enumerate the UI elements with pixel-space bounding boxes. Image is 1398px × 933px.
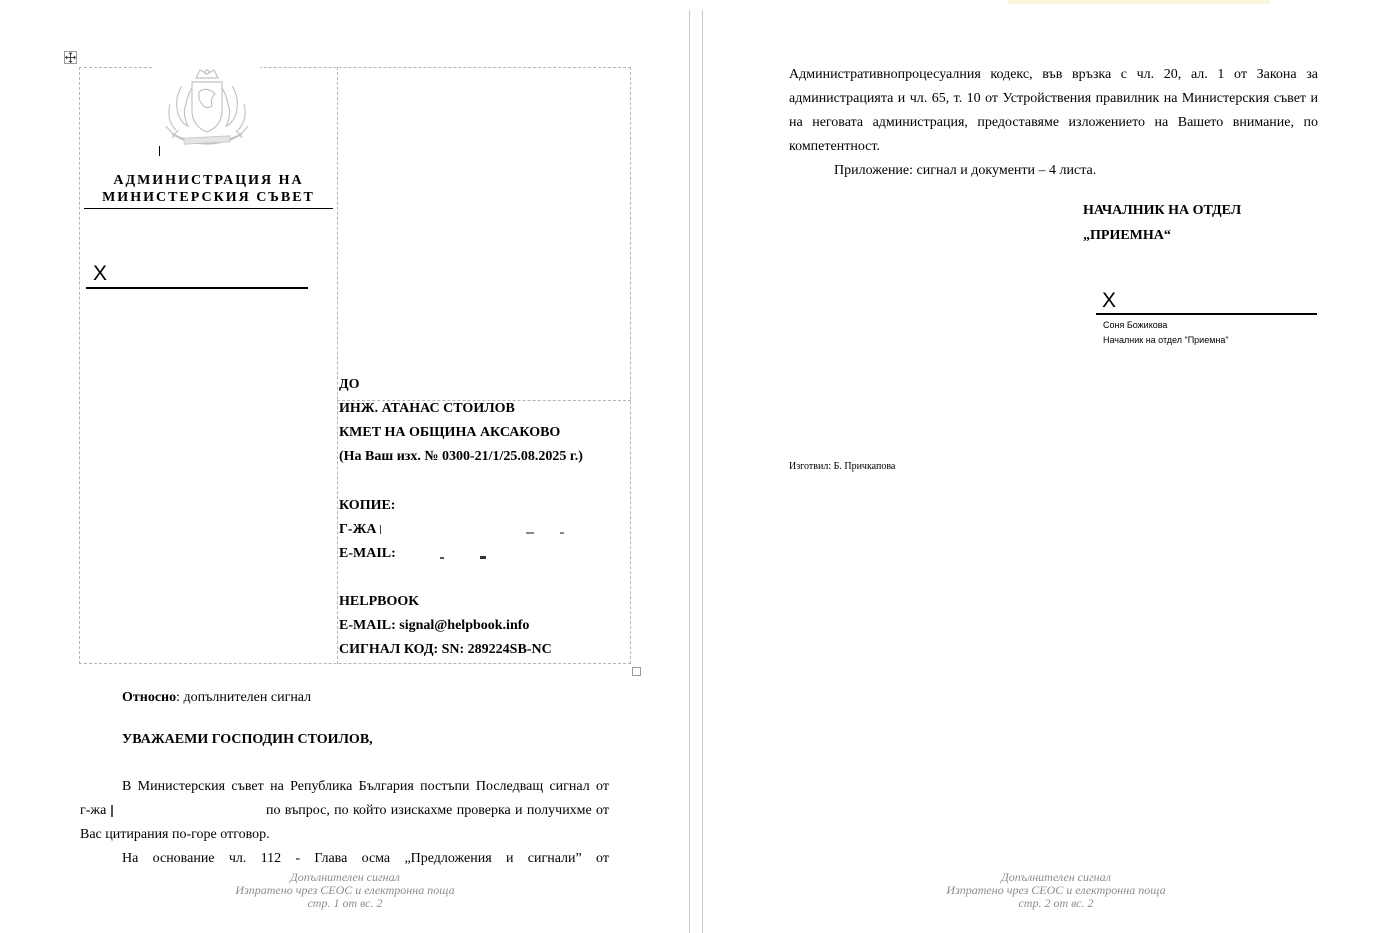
regarding-text: : допълнителен сигнал: [176, 690, 312, 705]
body-line-4: На основание чл. 112 - Глава осма „Предложения и сигнали” от: [122, 851, 609, 866]
signal-code: СИГНАЛ КОД: SN: 289224SB-NC: [339, 642, 552, 657]
signature-line: [1096, 313, 1317, 315]
redacted-mark: [380, 525, 381, 534]
regarding-line: [122, 686, 311, 710]
footer-page-1: [200, 871, 490, 910]
redacted-mark: [111, 805, 113, 817]
redacted-mark: [440, 557, 444, 559]
footer-page-2: [911, 871, 1201, 910]
header-table: [79, 67, 631, 664]
regarding-label: Относно: [122, 690, 177, 705]
helpbook-label: HELPBOOK: [339, 594, 420, 609]
signature-line: [86, 287, 308, 289]
recipient-reference: (На Ваш изх. № 0300-21/1/25.08.2025 г.): [339, 449, 583, 464]
signatory-title-1: НАЧАЛНИК НА ОТДЕЛ: [1083, 203, 1242, 218]
p2-body-line-3: на неговата администрация, предоставяме изложението на Вашето внимание, по: [789, 115, 1318, 130]
footer-page-number: стр. 2 от вс. 2: [1018, 896, 1094, 910]
p2-body-line-4: компетентност.: [789, 139, 880, 154]
body-line-1: В Министерския съвет на Република България постъпи Последващ сигнал от: [122, 779, 609, 794]
footer-line-1: Допълнителен сигнал: [290, 870, 400, 884]
signature-x-mark[interactable]: X: [1102, 289, 1117, 312]
footer-page-number: стр. 1 от вс. 2: [307, 896, 383, 910]
p2-body-line-1: Административнопроцесуалния кодекс, във връзка с чл. 20, ал. 1 от Закона за: [789, 67, 1318, 82]
table-move-handle-icon[interactable]: [64, 51, 77, 64]
org-name-line2: МИНИСТЕРСКИЯ СЪВЕТ: [102, 190, 315, 205]
body-line-2b: по въпрос, по който изискахме проверка и получихме от: [266, 803, 609, 818]
recipient-do: ДО: [339, 377, 360, 392]
redacted-mark: [480, 556, 486, 559]
prepared-by: Изготвил: Б. Причкапова: [789, 461, 896, 472]
org-name-line1: АДМИНИСТРАЦИЯ НА: [113, 173, 304, 188]
recipient-name: ИНЖ. АТАНАС СТОИЛОВ: [339, 401, 515, 416]
page-divider: [689, 10, 703, 933]
page-2: [703, 0, 1398, 933]
helpbook-email[interactable]: E-MAIL: signal@helpbook.info: [339, 618, 530, 633]
redacted-mark: [560, 532, 564, 534]
redacted-mark: [526, 532, 534, 534]
signatory-title-2: „ПРИЕМНА“: [1083, 228, 1171, 243]
footer-line-1: Допълнителен сигнал: [1001, 870, 1111, 884]
page-1: [0, 0, 689, 933]
attachment-line: Приложение: сигнал и документи – 4 листа.: [834, 163, 1097, 178]
recipient-title: КМЕТ НА ОБЩИНА АКСАКОВО: [339, 425, 561, 440]
copy-recipient-label: Г-ЖА: [339, 522, 377, 537]
salutation: УВАЖАЕМИ ГОСПОДИН СТОИЛОВ,: [122, 732, 373, 747]
p2-body-line-2: администрацията и чл. 65, т. 10 от Устройствения правилник на Министерския съвет и: [789, 91, 1318, 106]
coat-of-arms-emblem: [152, 64, 262, 154]
cursor-mark: [159, 146, 160, 156]
body-line-3: Вас цитирания по-горе отговор.: [80, 827, 270, 842]
table-resize-handle[interactable]: [632, 667, 641, 676]
copies-label: КОПИЕ:: [339, 498, 396, 513]
footer-line-2: Изпратено чрез СЕОС и електронна поща: [235, 883, 455, 897]
org-underline: [84, 208, 333, 209]
signatory-position: Началник на отдел "Приемна": [1103, 335, 1229, 345]
body-line-2a: г-жа: [80, 803, 107, 818]
signature-x-mark[interactable]: X: [93, 262, 108, 285]
header-table-divider: [337, 67, 338, 664]
footer-line-2: Изпратено чрез СЕОС и електронна поща: [946, 883, 1166, 897]
copy-email-label: E-MAIL:: [339, 546, 396, 561]
signatory-name: Соня Божикова: [1103, 320, 1168, 330]
